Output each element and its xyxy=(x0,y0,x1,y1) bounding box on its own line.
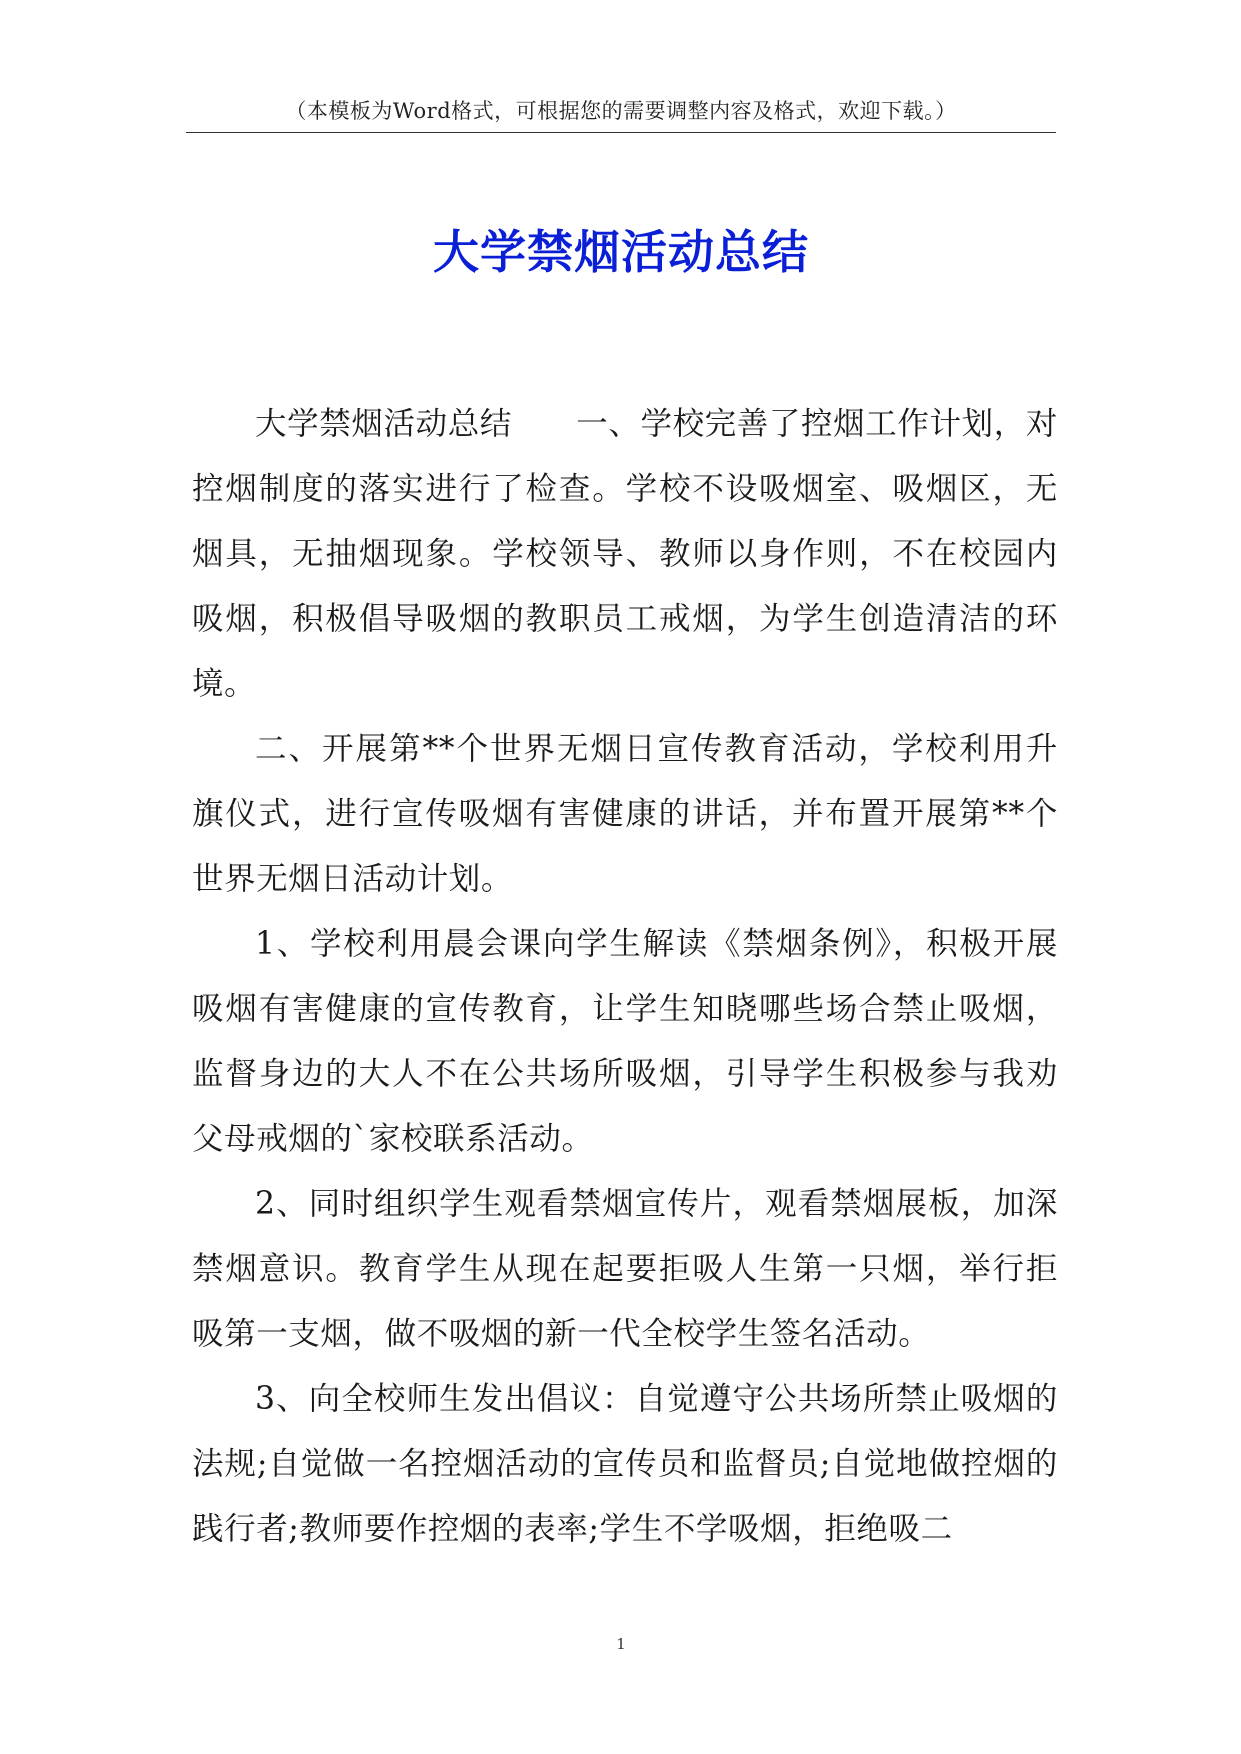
header-divider xyxy=(186,132,1056,133)
document-title: 大学禁烟活动总结 xyxy=(433,225,809,279)
header-note: （本模板为Word格式，可根据您的需要调整内容及格式，欢迎下载。） xyxy=(285,99,957,123)
paragraph-2: 二、开展第**个世界无烟日宣传教育活动，学校利用升旗仪式，进行宣传吸烟有害健康的讲话，并布置开展第**个世界无烟日活动计划。 xyxy=(192,731,1058,897)
paragraph-5: 3、向全校师生发出倡议：自觉遵守公共场所禁止吸烟的法规;自觉做一名控烟活动的宣传员和监督员;自觉地做控烟的践行者;教师要作控烟的表率;学生不学吸烟，拒绝吸二 xyxy=(192,1381,1058,1547)
page-number: 1 xyxy=(616,1635,626,1653)
document-body xyxy=(192,392,1058,1562)
paragraph-1: 大学禁烟活动总结 一、学校完善了控烟工作计划，对控烟制度的落实进行了检查。学校不设吸烟室、吸烟区，无烟具，无抽烟现象。学校领导、教师以身作则，不在校园内吸烟，积极倡导吸烟的教职员工戒烟，为学生创造清洁的环境。 xyxy=(192,406,1058,702)
paragraph-4: 2、同时组织学生观看禁烟宣传片，观看禁烟展板，加深禁烟意识。教育学生从现在起要拒吸人生第一只烟，举行拒吸第一支烟，做不吸烟的新一代全校学生签名活动。 xyxy=(192,1186,1058,1352)
paragraph-3: 1、学校利用晨会课向学生解读《禁烟条例》，积极开展吸烟有害健康的宣传教育，让学生知晓哪些场合禁止吸烟，监督身边的大人不在公共场所吸烟，引导学生积极参与我劝父母戒烟的`家校联系活动。 xyxy=(192,926,1058,1157)
